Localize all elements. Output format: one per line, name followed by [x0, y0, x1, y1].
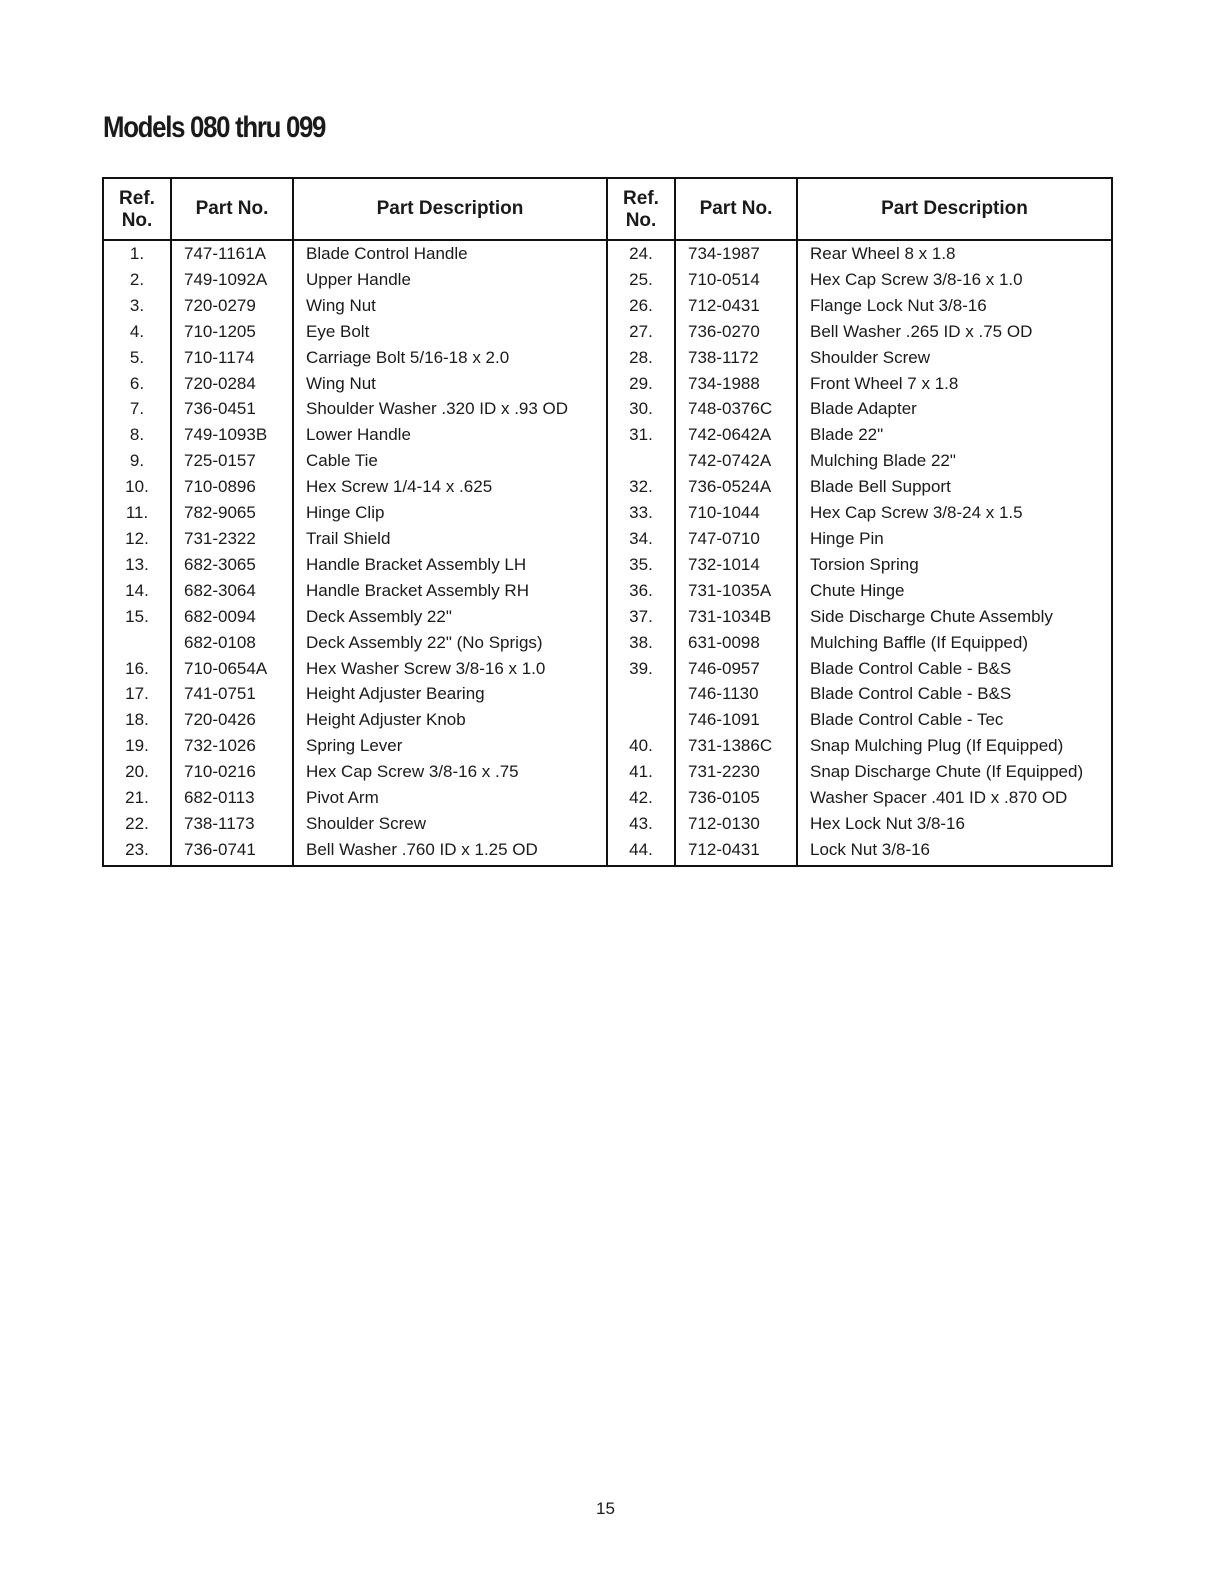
part-no-cell: 732-1026 [171, 733, 293, 759]
ref-no-cell: 31. [607, 422, 675, 448]
part-description-cell: Mulching Baffle (If Equipped) [797, 630, 1112, 656]
part-no-cell: 736-0524A [675, 474, 797, 500]
table-row [103, 604, 1112, 630]
ref-no-cell: 6. [129, 373, 145, 393]
table-row [103, 656, 1112, 682]
part-no-cell: 736-0105 [675, 785, 797, 811]
table-row [103, 240, 1112, 267]
ref-no-cell: 10. [125, 477, 149, 497]
part-description-cell: Hinge Pin [797, 526, 1112, 552]
part-description-cell: Handle Bracket Assembly LH [293, 552, 607, 578]
table-row [103, 578, 1112, 604]
part-no-cell: 731-1386C [675, 733, 797, 759]
part-no-cell: 682-0113 [171, 785, 293, 811]
ref-no-cell: 21. [125, 788, 149, 808]
table-row [103, 448, 1112, 474]
ref-no-cell: 35. [607, 552, 675, 578]
part-no-cell: 742-0742A [675, 448, 797, 474]
table-row [103, 552, 1112, 578]
part-no-cell: 749-1093B [171, 422, 293, 448]
part-no-cell: 747-1161A [171, 240, 293, 267]
part-no-cell: 746-0957 [675, 656, 797, 682]
part-no-cell: 746-1130 [675, 681, 797, 707]
ref-no-cell: 8. [129, 425, 145, 445]
part-description-cell: Hex Screw 1/4-14 x .625 [293, 474, 607, 500]
table-row [103, 707, 1112, 733]
part-description-cell: Snap Discharge Chute (If Equipped) [797, 759, 1112, 785]
part-no-cell: 747-0710 [675, 526, 797, 552]
part-description-cell: Torsion Spring [797, 552, 1112, 578]
part-no-cell: 710-0514 [675, 267, 797, 293]
ref-no-cell: 43. [607, 811, 675, 837]
part-description-cell: Hex Cap Screw 3/8-24 x 1.5 [797, 500, 1112, 526]
part-no-cell: 782-9065 [171, 500, 293, 526]
part-description-cell: Hex Cap Screw 3/8-16 x 1.0 [797, 267, 1112, 293]
part-no-cell: 731-1034B [675, 604, 797, 630]
table-row [103, 396, 1112, 422]
ref-no-cell: 23. [125, 839, 149, 859]
part-description-cell: Lock Nut 3/8-16 [797, 837, 1112, 866]
ref-no-cell: 27. [607, 319, 675, 345]
part-description-cell: Pivot Arm [293, 785, 607, 811]
part-no-cell: 731-1035A [675, 578, 797, 604]
ref-no-cell: 38. [607, 630, 675, 656]
ref-no-cell: 44. [607, 837, 675, 866]
part-no-cell: 710-1174 [171, 345, 293, 371]
table-row [103, 526, 1112, 552]
part-description-cell: Blade Bell Support [797, 474, 1112, 500]
part-no-header: Part No. [675, 178, 797, 240]
ref-no-cell: 5. [129, 347, 145, 367]
table-row [103, 500, 1112, 526]
part-description-cell: Deck Assembly 22" [293, 604, 607, 630]
part-no-cell: 741-0751 [171, 681, 293, 707]
part-description-cell: Upper Handle [293, 267, 607, 293]
parts-list-table [102, 177, 1113, 867]
part-no-cell: 748-0376C [675, 396, 797, 422]
part-no-cell: 720-0284 [171, 371, 293, 397]
part-description-cell: Flange Lock Nut 3/8-16 [797, 293, 1112, 319]
ref-no-cell: 34. [607, 526, 675, 552]
part-description-cell: Bell Washer .760 ID x 1.25 OD [293, 837, 607, 866]
part-description-cell: Hex Lock Nut 3/8-16 [797, 811, 1112, 837]
part-no-cell: 746-1091 [675, 707, 797, 733]
ref-no-cell: 42. [607, 785, 675, 811]
table-row [103, 785, 1112, 811]
part-description-cell: Shoulder Screw [797, 345, 1112, 371]
ref-no-cell: 29. [607, 371, 675, 397]
ref-no-cell: 28. [607, 345, 675, 371]
part-no-cell: 682-0094 [171, 604, 293, 630]
table-row [103, 811, 1112, 837]
ref-no-cell [607, 707, 675, 733]
ref-no-cell: 3. [129, 295, 145, 315]
part-description-cell: Trail Shield [293, 526, 607, 552]
ref-no-cell: 25. [607, 267, 675, 293]
ref-no-cell: 22. [125, 813, 149, 833]
part-description-cell: Snap Mulching Plug (If Equipped) [797, 733, 1112, 759]
ref-no-cell: 2. [129, 269, 145, 289]
ref-no-cell [607, 681, 675, 707]
part-no-cell: 731-2230 [675, 759, 797, 785]
ref-no-cell: 17. [125, 684, 149, 704]
part-no-cell: 734-1988 [675, 371, 797, 397]
table-row [103, 319, 1112, 345]
ref-no-cell: 1. [129, 244, 145, 263]
ref-no-cell: 7. [129, 399, 145, 419]
ref-no-cell: 26. [607, 293, 675, 319]
part-no-cell: 631-0098 [675, 630, 797, 656]
table-row [103, 422, 1112, 448]
part-no-cell: 731-2322 [171, 526, 293, 552]
part-description-cell: Blade Control Cable - B&S [797, 656, 1112, 682]
part-no-cell: 710-0216 [171, 759, 293, 785]
part-description-cell: Rear Wheel 8 x 1.8 [797, 240, 1112, 267]
ref-no-cell [103, 630, 171, 656]
ref-no-cell: 18. [125, 710, 149, 730]
ref-no-cell: 39. [607, 656, 675, 682]
part-description-cell: Height Adjuster Knob [293, 707, 607, 733]
part-description-cell: Deck Assembly 22" (No Sprigs) [293, 630, 607, 656]
table-row [103, 267, 1112, 293]
ref-no-cell: 14. [125, 580, 149, 600]
ref-no-cell: 12. [125, 528, 149, 548]
part-description-cell: Blade Control Cable - B&S [797, 681, 1112, 707]
part-no-cell: 736-0741 [171, 837, 293, 866]
part-description-cell: Spring Lever [293, 733, 607, 759]
part-no-cell: 749-1092A [171, 267, 293, 293]
part-description-cell: Wing Nut [293, 371, 607, 397]
table-row [103, 630, 1112, 656]
part-no-header: Part No. [171, 178, 293, 240]
table-row [103, 293, 1112, 319]
part-description-cell: Bell Washer .265 ID x .75 OD [797, 319, 1112, 345]
part-no-cell: 720-0426 [171, 707, 293, 733]
part-no-cell: 710-0896 [171, 474, 293, 500]
part-description-cell: Blade Control Handle [293, 240, 607, 267]
table-row [103, 837, 1112, 866]
ref-no-cell: 4. [129, 321, 145, 341]
part-description-cell: Hex Cap Screw 3/8-16 x .75 [293, 759, 607, 785]
part-description-cell: Lower Handle [293, 422, 607, 448]
part-no-cell: 738-1172 [675, 345, 797, 371]
part-description-cell: Handle Bracket Assembly RH [293, 578, 607, 604]
part-no-cell: 682-3065 [171, 552, 293, 578]
part-no-cell: 720-0279 [171, 293, 293, 319]
part-description-header: Part Description [797, 178, 1112, 240]
part-description-cell: Blade Control Cable - Tec [797, 707, 1112, 733]
part-description-cell: Front Wheel 7 x 1.8 [797, 371, 1112, 397]
page-number: 15 [596, 1499, 615, 1518]
part-description-cell: Chute Hinge [797, 578, 1112, 604]
part-no-cell: 736-0451 [171, 396, 293, 422]
part-no-cell: 732-1014 [675, 552, 797, 578]
part-no-cell: 682-0108 [171, 630, 293, 656]
table-row [103, 759, 1112, 785]
page-title: Models 080 thru 099 [103, 111, 326, 144]
part-description-cell: Height Adjuster Bearing [293, 681, 607, 707]
ref-no-cell: 37. [607, 604, 675, 630]
part-no-cell: 738-1173 [171, 811, 293, 837]
ref-no-cell: 11. [125, 503, 149, 523]
table-row [103, 474, 1112, 500]
part-description-cell: Hinge Clip [293, 500, 607, 526]
ref-no-cell: 30. [607, 396, 675, 422]
ref-no-cell: 40. [607, 733, 675, 759]
ref-no-cell: 24. [607, 240, 675, 267]
table-row [103, 371, 1112, 397]
ref-no-cell: 33. [607, 500, 675, 526]
part-description-cell: Cable Tie [293, 448, 607, 474]
table-row [103, 733, 1112, 759]
part-no-cell: 725-0157 [171, 448, 293, 474]
part-description-cell: Eye Bolt [293, 319, 607, 345]
part-no-cell: 712-0130 [675, 811, 797, 837]
table-row [103, 345, 1112, 371]
part-description-cell: Hex Washer Screw 3/8-16 x 1.0 [293, 656, 607, 682]
part-no-cell: 742-0642A [675, 422, 797, 448]
ref-no-cell: 15. [125, 606, 149, 626]
part-no-cell: 710-1044 [675, 500, 797, 526]
table-header-row [103, 178, 1112, 240]
part-no-cell: 710-1205 [171, 319, 293, 345]
ref-no-cell: 19. [125, 736, 149, 756]
ref-no-header: Ref. No. [103, 178, 171, 240]
part-description-cell: Washer Spacer .401 ID x .870 OD [797, 785, 1112, 811]
part-no-cell: 712-0431 [675, 837, 797, 866]
ref-no-cell [607, 448, 675, 474]
part-no-cell: 734-1987 [675, 240, 797, 267]
ref-no-cell: 32. [607, 474, 675, 500]
part-description-cell: Blade 22" [797, 422, 1112, 448]
part-description-cell: Mulching Blade 22" [797, 448, 1112, 474]
ref-no-cell: 13. [125, 554, 149, 574]
ref-no-header: Ref. No. [607, 178, 675, 240]
part-description-cell: Shoulder Washer .320 ID x .93 OD [293, 396, 607, 422]
table-row [103, 681, 1112, 707]
ref-no-cell: 9. [129, 451, 145, 471]
part-no-cell: 710-0654A [171, 656, 293, 682]
parts-table-body [103, 240, 1112, 866]
ref-no-cell: 41. [607, 759, 675, 785]
ref-no-cell: 16. [125, 658, 149, 678]
part-description-header: Part Description [293, 178, 607, 240]
part-description-cell: Shoulder Screw [293, 811, 607, 837]
part-description-cell: Carriage Bolt 5/16-18 x 2.0 [293, 345, 607, 371]
part-no-cell: 712-0431 [675, 293, 797, 319]
ref-no-cell: 20. [125, 762, 149, 782]
part-description-cell: Side Discharge Chute Assembly [797, 604, 1112, 630]
ref-no-cell: 36. [607, 578, 675, 604]
part-no-cell: 682-3064 [171, 578, 293, 604]
part-no-cell: 736-0270 [675, 319, 797, 345]
part-description-cell: Wing Nut [293, 293, 607, 319]
part-description-cell: Blade Adapter [797, 396, 1112, 422]
